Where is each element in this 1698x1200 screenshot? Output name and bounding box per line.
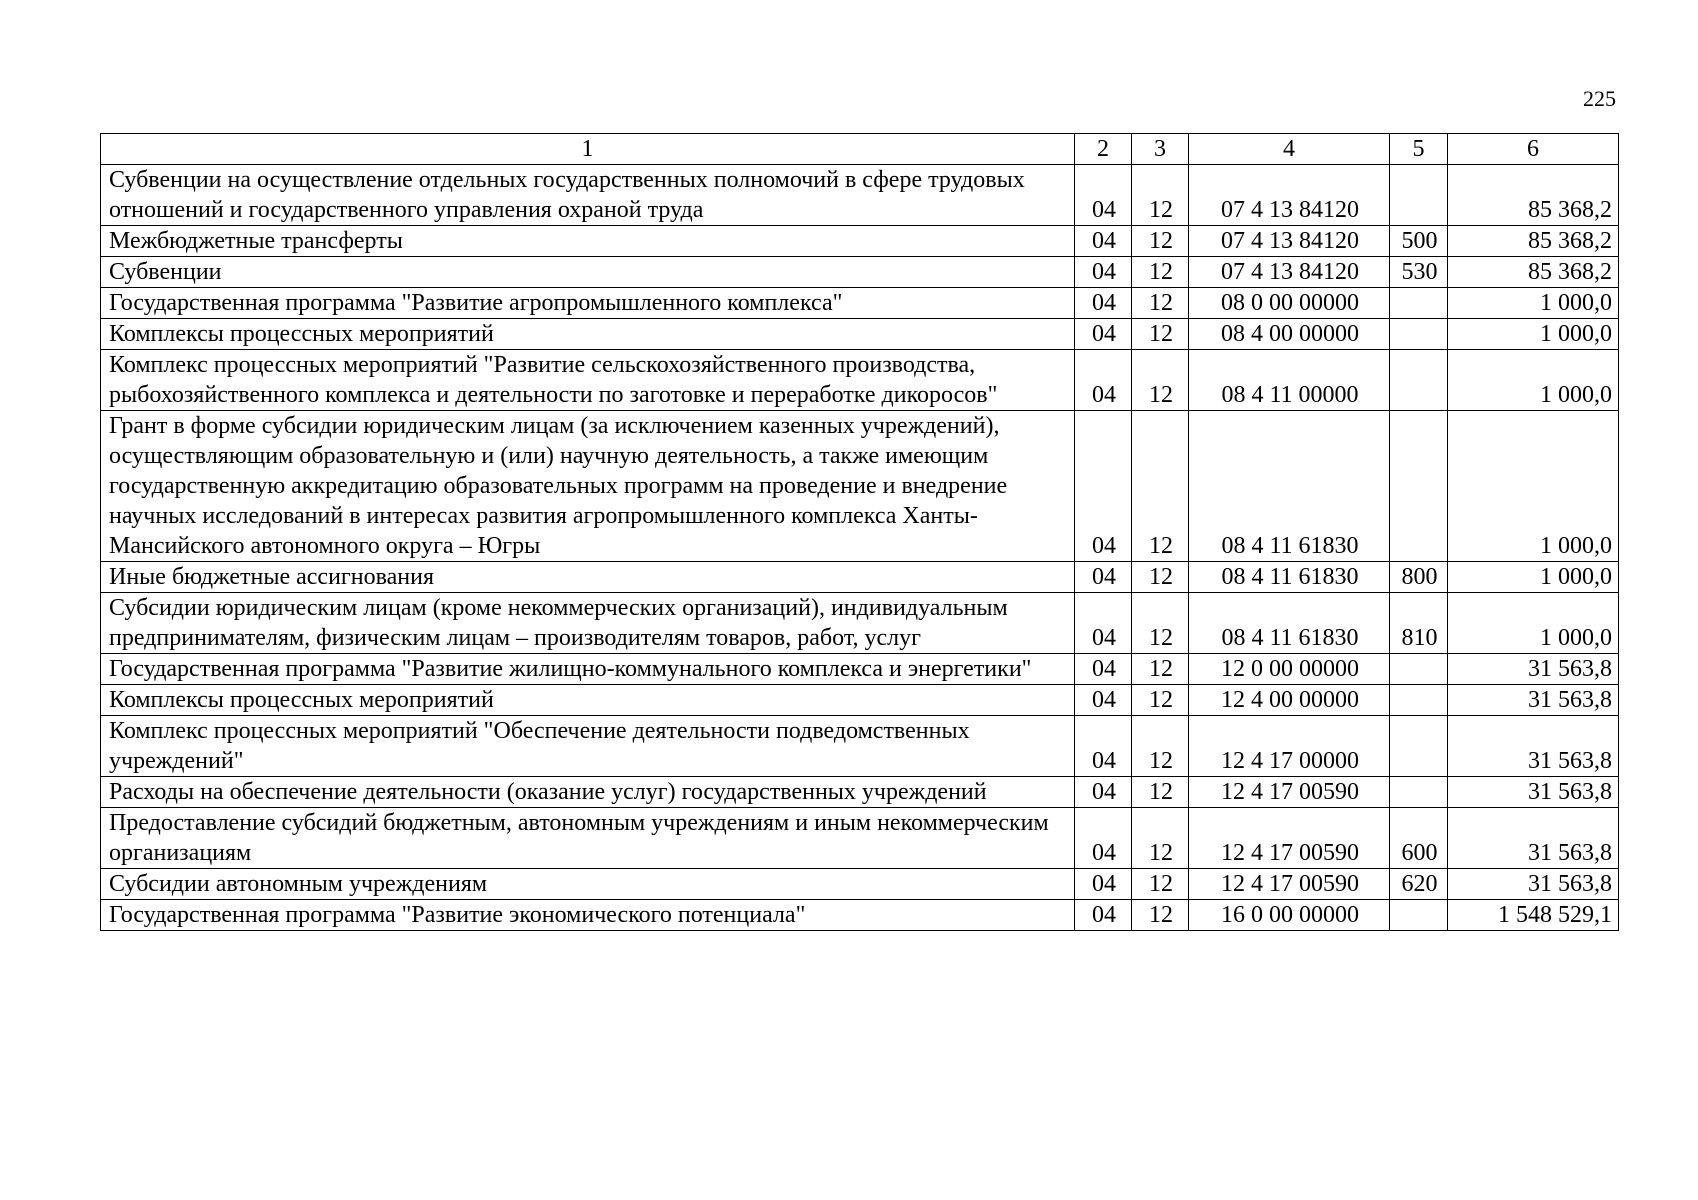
row-subsection: 12 — [1132, 319, 1189, 350]
row-section: 04 — [1075, 685, 1132, 716]
table-row — [101, 716, 1619, 777]
row-target-code: 07 4 13 84120 — [1189, 165, 1390, 226]
row-amount: 31 563,8 — [1448, 808, 1619, 869]
row-subsection: 12 — [1132, 593, 1189, 654]
row-target-code: 08 4 11 00000 — [1189, 350, 1390, 411]
table-row — [101, 808, 1619, 869]
row-section: 04 — [1075, 777, 1132, 808]
row-section: 04 — [1075, 411, 1132, 562]
row-expense-type: 620 — [1390, 869, 1448, 900]
row-target-code: 08 4 11 61830 — [1189, 593, 1390, 654]
row-target-code: 07 4 13 84120 — [1189, 257, 1390, 288]
row-section: 04 — [1075, 562, 1132, 593]
row-name: Субвенции на осуществление отдельных государственных полномочий в сфере трудовых отношений и государственного управления охраной труда — [101, 165, 1075, 226]
row-expense-type — [1390, 350, 1448, 411]
row-expense-type: 810 — [1390, 593, 1448, 654]
row-section: 04 — [1075, 869, 1132, 900]
row-expense-type: 530 — [1390, 257, 1448, 288]
row-name: Иные бюджетные ассигнования — [101, 562, 1075, 593]
row-subsection: 12 — [1132, 226, 1189, 257]
row-subsection: 12 — [1132, 562, 1189, 593]
table-row — [101, 165, 1619, 226]
row-section: 04 — [1075, 654, 1132, 685]
row-target-code: 08 4 00 00000 — [1189, 319, 1390, 350]
row-name: Расходы на обеспечение деятельности (оказание услуг) государственных учреждений — [101, 777, 1075, 808]
row-target-code: 08 4 11 61830 — [1189, 411, 1390, 562]
header-col-2: 2 — [1075, 134, 1132, 165]
row-amount: 31 563,8 — [1448, 654, 1619, 685]
table-row — [101, 900, 1619, 931]
row-subsection: 12 — [1132, 808, 1189, 869]
row-section: 04 — [1075, 808, 1132, 869]
table-row — [101, 257, 1619, 288]
row-name: Комплексы процессных мероприятий — [101, 319, 1075, 350]
page-number: 225 — [1583, 86, 1616, 111]
row-section: 04 — [1075, 288, 1132, 319]
table-row — [101, 288, 1619, 319]
row-name: Комплекс процессных мероприятий "Обеспечение деятельности подведомственных учреждений" — [101, 716, 1075, 777]
row-amount: 1 548 529,1 — [1448, 900, 1619, 931]
row-amount: 31 563,8 — [1448, 685, 1619, 716]
row-name: Государственная программа "Развитие агропромышленного комплекса" — [101, 288, 1075, 319]
row-target-code: 07 4 13 84120 — [1189, 226, 1390, 257]
row-amount: 85 368,2 — [1448, 226, 1619, 257]
row-expense-type — [1390, 777, 1448, 808]
row-target-code: 12 4 00 00000 — [1189, 685, 1390, 716]
row-name: Государственная программа "Развитие экономического потенциала" — [101, 900, 1075, 931]
row-name: Субсидии юридическим лицам (кроме некоммерческих организаций), индивидуальным предпринимателям, физическим лицам – производителям товаров, работ, услуг — [101, 593, 1075, 654]
row-expense-type: 800 — [1390, 562, 1448, 593]
row-target-code: 12 4 17 00590 — [1189, 777, 1390, 808]
row-target-code: 12 4 17 00590 — [1189, 869, 1390, 900]
row-expense-type — [1390, 165, 1448, 226]
row-amount: 1 000,0 — [1448, 350, 1619, 411]
row-name: Межбюджетные трансферты — [101, 226, 1075, 257]
header-col-3: 3 — [1132, 134, 1189, 165]
row-expense-type — [1390, 319, 1448, 350]
row-amount: 85 368,2 — [1448, 257, 1619, 288]
row-subsection: 12 — [1132, 411, 1189, 562]
row-section: 04 — [1075, 900, 1132, 931]
table-row — [101, 562, 1619, 593]
row-target-code: 12 0 00 00000 — [1189, 654, 1390, 685]
row-amount: 1 000,0 — [1448, 319, 1619, 350]
row-subsection: 12 — [1132, 777, 1189, 808]
row-amount: 1 000,0 — [1448, 288, 1619, 319]
row-amount: 1 000,0 — [1448, 593, 1619, 654]
row-subsection: 12 — [1132, 257, 1189, 288]
row-expense-type — [1390, 411, 1448, 562]
row-expense-type — [1390, 716, 1448, 777]
row-expense-type — [1390, 900, 1448, 931]
row-target-code: 12 4 17 00000 — [1189, 716, 1390, 777]
row-subsection: 12 — [1132, 165, 1189, 226]
row-amount: 85 368,2 — [1448, 165, 1619, 226]
row-section: 04 — [1075, 319, 1132, 350]
row-section: 04 — [1075, 165, 1132, 226]
header-col-4: 4 — [1189, 134, 1390, 165]
header-col-1: 1 — [101, 134, 1075, 165]
row-subsection: 12 — [1132, 350, 1189, 411]
table-row — [101, 593, 1619, 654]
row-subsection: 12 — [1132, 288, 1189, 319]
table-row — [101, 685, 1619, 716]
row-amount: 31 563,8 — [1448, 777, 1619, 808]
row-name: Государственная программа "Развитие жилищно-коммунального комплекса и энергетики" — [101, 654, 1075, 685]
row-section: 04 — [1075, 716, 1132, 777]
row-section: 04 — [1075, 226, 1132, 257]
row-subsection: 12 — [1132, 685, 1189, 716]
row-section: 04 — [1075, 593, 1132, 654]
row-section: 04 — [1075, 350, 1132, 411]
row-name: Субвенции — [101, 257, 1075, 288]
row-expense-type — [1390, 288, 1448, 319]
row-expense-type: 600 — [1390, 808, 1448, 869]
row-target-code: 08 4 11 61830 — [1189, 562, 1390, 593]
row-name: Субсидии автономным учреждениям — [101, 869, 1075, 900]
row-expense-type: 500 — [1390, 226, 1448, 257]
table-row — [101, 350, 1619, 411]
row-amount: 1 000,0 — [1448, 411, 1619, 562]
row-amount: 31 563,8 — [1448, 716, 1619, 777]
table-row — [101, 226, 1619, 257]
table-row — [101, 411, 1619, 562]
row-subsection: 12 — [1132, 869, 1189, 900]
row-target-code: 12 4 17 00590 — [1189, 808, 1390, 869]
table-row — [101, 777, 1619, 808]
row-amount: 1 000,0 — [1448, 562, 1619, 593]
row-amount: 31 563,8 — [1448, 869, 1619, 900]
row-expense-type — [1390, 654, 1448, 685]
table-row — [101, 869, 1619, 900]
row-subsection: 12 — [1132, 654, 1189, 685]
header-col-6: 6 — [1448, 134, 1619, 165]
row-name: Предоставление субсидий бюджетным, автономным учреждениям и иным некоммерческим организациям — [101, 808, 1075, 869]
table-row — [101, 319, 1619, 350]
row-name: Грант в форме субсидии юридическим лицам (за исключением казенных учреждений), осуществляющим образовательную и (или) научную деятельность, а также имеющим государственную аккредитацию образовательных программ на проведение и внедрение научных исследований в интересах развития агропромышленного комплекса Ханты-Мансийского автономного округа – Югры — [101, 411, 1075, 562]
row-section: 04 — [1075, 257, 1132, 288]
row-name: Комплексы процессных мероприятий — [101, 685, 1075, 716]
row-subsection: 12 — [1132, 716, 1189, 777]
header-row — [101, 134, 1619, 165]
header-col-5: 5 — [1390, 134, 1448, 165]
table-row — [101, 654, 1619, 685]
table-body — [101, 165, 1619, 931]
row-expense-type — [1390, 685, 1448, 716]
budget-table — [100, 133, 1619, 931]
row-target-code: 08 0 00 00000 — [1189, 288, 1390, 319]
row-name: Комплекс процессных мероприятий "Развитие сельскохозяйственного производства, рыбохозяйственного комплекса и деятельности по заготовке и переработке дикоросов" — [101, 350, 1075, 411]
row-target-code: 16 0 00 00000 — [1189, 900, 1390, 931]
row-subsection: 12 — [1132, 900, 1189, 931]
